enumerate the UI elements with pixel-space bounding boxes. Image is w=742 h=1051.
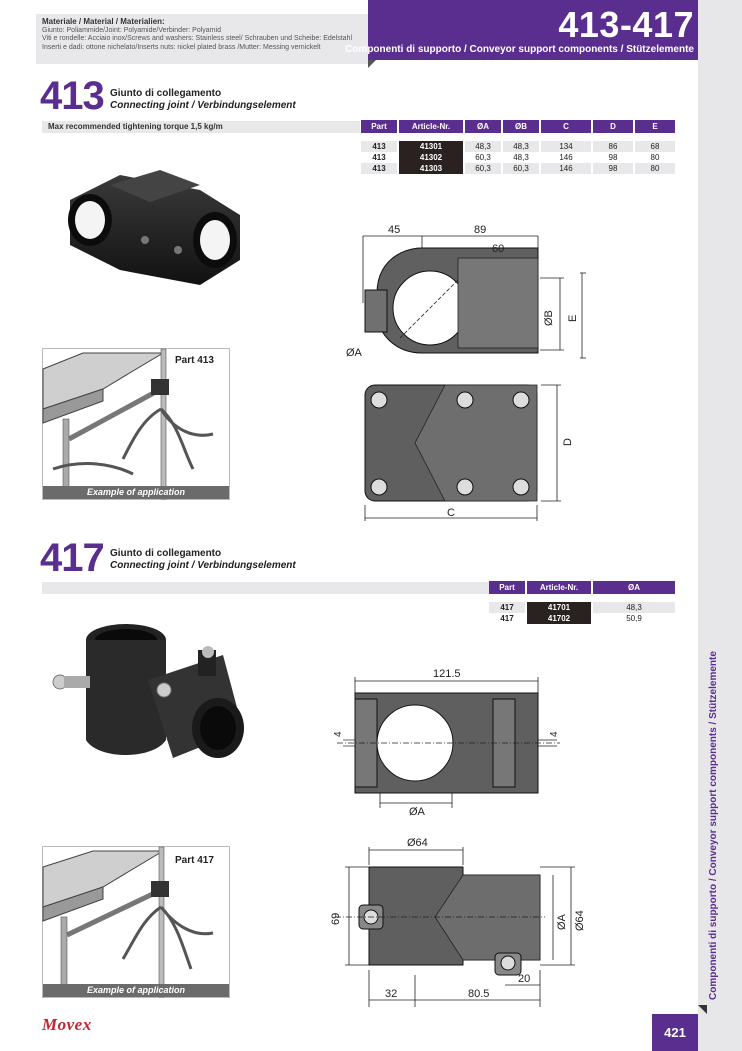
dim-20: 20 (518, 973, 531, 985)
body-shape (365, 248, 538, 353)
drawing-413-top (340, 218, 600, 368)
table-row: 413 41301 48,3 48,3 134 86 68 (361, 141, 675, 152)
column-header: Article-Nr. (527, 581, 591, 594)
dim-E: E (567, 314, 579, 322)
part-subtitle: Connecting joint / Verbindungselement (110, 560, 296, 571)
dim-D: D (562, 438, 574, 446)
torque-note: Max recommended tightening torque 1,5 kg/m (42, 121, 360, 133)
table-row: 413 41302 60,3 48,3 146 98 80 (361, 152, 675, 163)
example-part-label: Part 413 (175, 355, 214, 366)
dim-89: 89 (474, 224, 487, 236)
table-row: 417 41701 48,3 (489, 602, 675, 613)
column-header: D (593, 120, 633, 133)
drawing-417-top (325, 663, 575, 823)
page-code: 413-417 (558, 4, 694, 45)
dim-phiA: ØA (556, 914, 568, 930)
materials-line: Giunto: Poliammide/Joint: Polyamide/Verbinder: Polyamid (42, 26, 221, 34)
example-caption: Example of application (43, 486, 229, 499)
column-header: ØA (593, 581, 675, 594)
dim-4: 4 (333, 731, 344, 737)
materials-line: Inserti e dadi: ottone nichelato/Inserts nuts: nickel plated brass /Mutter: Messing vernickelt (42, 43, 321, 51)
example-part-label: Part 417 (175, 855, 214, 866)
column-header: C (541, 120, 591, 133)
dim-80-5: 80.5 (468, 988, 490, 1000)
column-header: ØB (503, 120, 539, 133)
dim-phi64: Ø64 (574, 910, 586, 931)
product-photo-417 (48, 610, 248, 770)
dim-32: 32 (385, 988, 398, 1000)
part-number-417: 417 (40, 536, 104, 580)
dim-4: 4 (549, 731, 560, 737)
dim-60: 60 (492, 243, 505, 255)
column-header: Part (361, 120, 397, 133)
page-number: 421 (652, 1014, 698, 1051)
conveyor-illustration (43, 847, 229, 997)
column-header: Article-Nr. (399, 120, 463, 133)
example-box-417 (42, 846, 230, 998)
product-photo-413 (50, 160, 250, 290)
column-header: E (635, 120, 675, 133)
dim-phiA: ØA (409, 806, 425, 818)
corner-triangle (698, 1005, 707, 1014)
conveyor-illustration (43, 349, 229, 499)
side-text: Componenti di supporto / Conveyor support components / Stützelemente (708, 651, 719, 1000)
example-box-413 (42, 348, 230, 500)
drawing-417-bottom (325, 835, 586, 1010)
table-row: 417 41702 50,9 (489, 613, 675, 624)
column-header: ØA (465, 120, 501, 133)
materials-box (36, 14, 368, 64)
page-subtitle: Componenti di supporto / Conveyor support components / Stützelemente (345, 44, 694, 55)
table-row: 413 41303 60,3 60,3 146 98 80 (361, 163, 675, 174)
part-title: Giunto di collegamento (110, 88, 222, 99)
dim-phiA: ØA (346, 347, 362, 359)
part-number-413: 413 (40, 74, 104, 118)
dim-45: 45 (388, 224, 401, 236)
table-413 (359, 120, 677, 174)
column-header: Part (489, 581, 525, 594)
dim-121-5: 121.5 (433, 668, 461, 680)
materials-title: Materiale / Material / Materialien: (42, 17, 165, 26)
dim-phiB: ØB (543, 310, 555, 326)
dim-phi64: Ø64 (407, 837, 428, 849)
grey-bar (42, 582, 492, 594)
movex-logo: Movex (42, 1015, 92, 1034)
drawing-413-bottom (355, 380, 585, 525)
dim-69: 69 (330, 912, 342, 925)
table-417 (487, 581, 677, 624)
part-subtitle: Connecting joint / Verbindungselement (110, 100, 296, 111)
part-title: Giunto di collegamento (110, 548, 222, 559)
dim-C: C (447, 507, 455, 519)
materials-line: Viti e rondelle: Acciaio inox/Screws and washers: Stainless steel/ Schrauben und Scheibe: Edelstahl (42, 35, 352, 43)
example-caption: Example of application (43, 984, 229, 997)
corner-triangle (368, 60, 376, 68)
